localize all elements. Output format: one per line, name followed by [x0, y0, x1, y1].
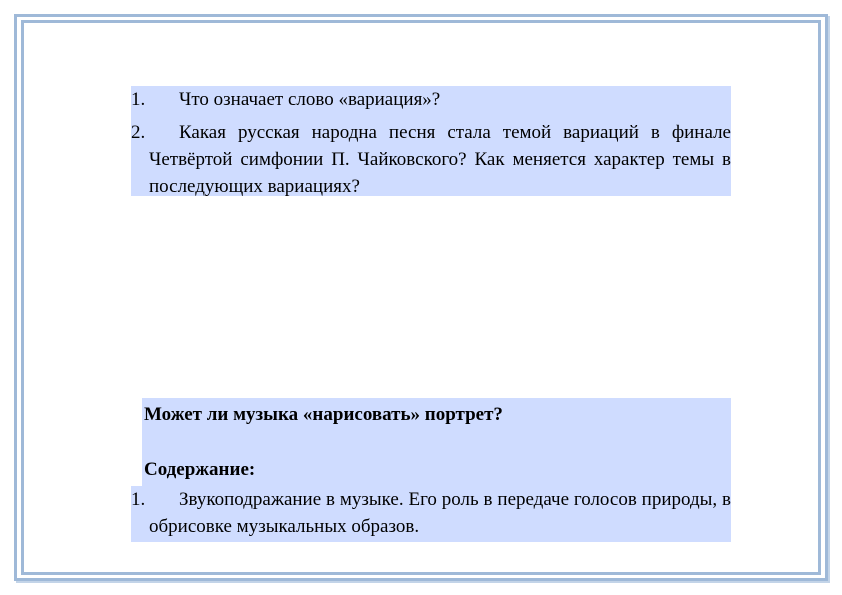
content-heading: Содержание: [144, 459, 256, 480]
list-item [131, 486, 731, 540]
list-item [131, 119, 731, 200]
list-item-number: 1. [131, 489, 146, 510]
list-item-text: Какая русская народна песня стала темой вариаций в финале Четвёртой симфонии П. Чайковского? Как меняется характер темы в последующих вариациях? [149, 122, 731, 197]
section-heading-block [142, 398, 731, 486]
list-item-text: Звукоподражание в музыке. Его роль в передаче голосов природы, в обрисовке музыкальных образов. [149, 489, 731, 537]
list-item-number: 2. [131, 122, 146, 143]
list-item-text: Что означает слово «вариация»? [179, 89, 441, 110]
questions-block [131, 86, 731, 196]
list-item [131, 86, 731, 113]
section-title: Может ли музыка «нарисовать» портрет? [144, 404, 503, 425]
list-item-number: 1. [131, 89, 146, 110]
content-list-block [131, 486, 731, 542]
